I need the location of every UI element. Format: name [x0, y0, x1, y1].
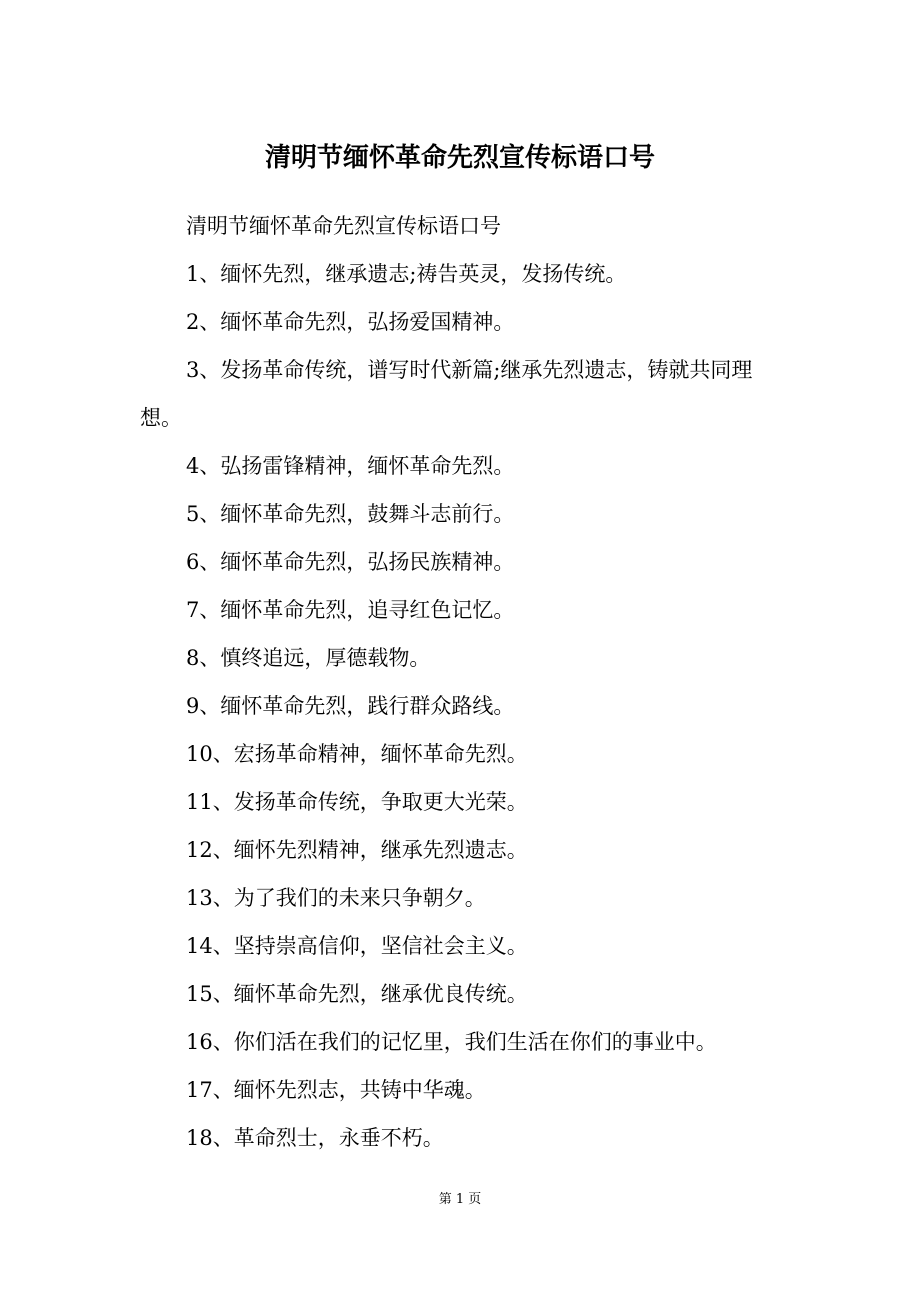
paragraph: 12、缅怀先烈精神，继承先烈遗志。: [186, 838, 528, 862]
paragraph: 18、革命烈士，永垂不朽。: [186, 1126, 444, 1150]
paragraph: 15、缅怀革命先烈，继承优良传统。: [186, 982, 528, 1006]
paragraph: 10、宏扬革命精神，缅怀革命先烈。: [186, 742, 528, 766]
paragraph: 1、缅怀先烈，继承遗志;祷告英灵，发扬传统。: [186, 262, 627, 286]
paragraph: 17、缅怀先烈志，共铸中华魂。: [186, 1078, 486, 1102]
paragraph: 8、慎终追远，厚德载物。: [186, 646, 431, 670]
paragraph: 2、缅怀革命先烈，弘扬爱国精神。: [186, 310, 515, 334]
page-number: 第 1 页: [438, 1192, 482, 1207]
paragraph: 11、发扬革命传统，争取更大光荣。: [186, 790, 528, 814]
paragraph: 7、缅怀革命先烈，追寻红色记忆。: [186, 598, 515, 622]
paragraph: 13、为了我们的未来只争朝夕。: [186, 886, 486, 910]
document-title: 清明节缅怀革命先烈宣传标语口号: [264, 143, 655, 173]
paragraph: 9、缅怀革命先烈，践行群众路线。: [186, 694, 515, 718]
paragraph: 5、缅怀革命先烈，鼓舞斗志前行。: [186, 502, 515, 526]
document-body: [140, 202, 780, 1162]
paragraph: 6、缅怀革命先烈，弘扬民族精神。: [186, 550, 515, 574]
paragraph: 14、坚持崇高信仰，坚信社会主义。: [186, 934, 528, 958]
paragraph: 16、你们活在我们的记忆里，我们生活在你们的事业中。: [186, 1030, 717, 1054]
paragraph: 4、弘扬雷锋精神，缅怀革命先烈。: [186, 454, 515, 478]
paragraph: 清明节缅怀革命先烈宣传标语口号: [186, 214, 501, 238]
paragraph: 3、发扬革命传统，谱写时代新篇;继承先烈遗志，铸就共同理想。: [140, 358, 753, 430]
